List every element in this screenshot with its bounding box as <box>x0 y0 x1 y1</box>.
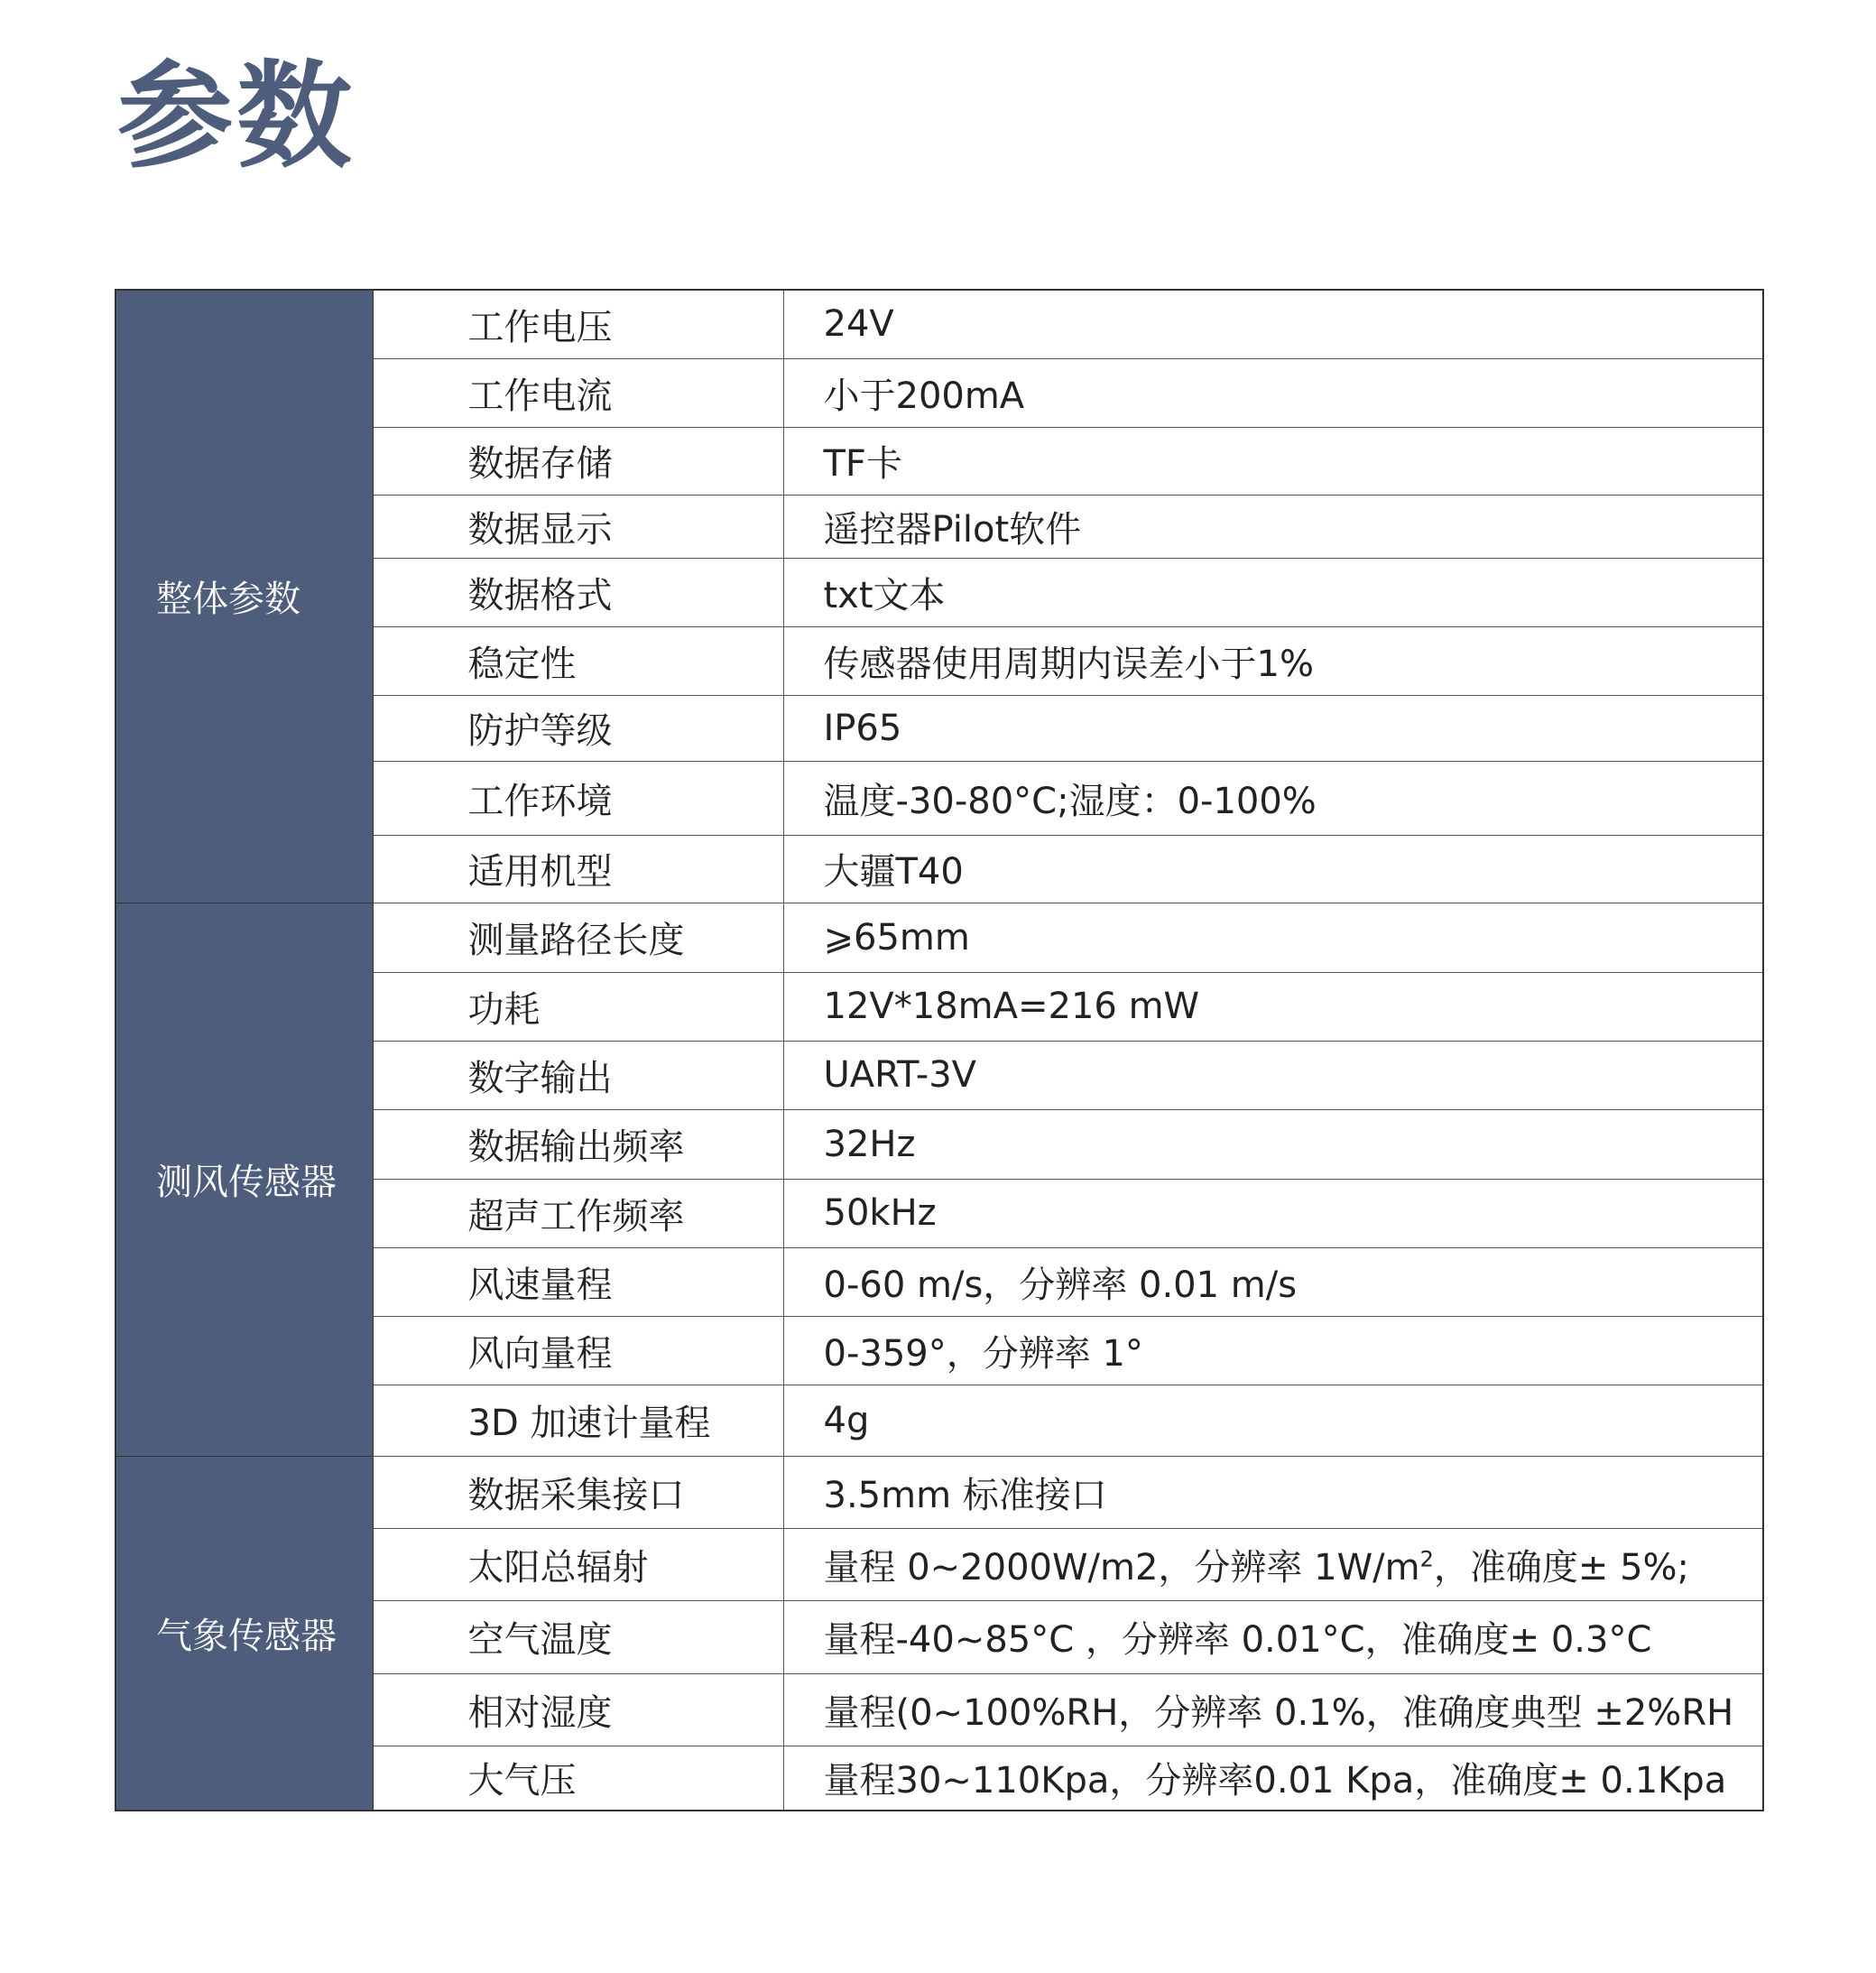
group-label-overall: 整体参数 <box>116 290 373 903</box>
superscript-text: 2 <box>1419 1546 1434 1572</box>
param-name: 适用机型 <box>373 835 783 903</box>
param-name: 数据采集接口 <box>373 1456 783 1528</box>
param-value: 4g <box>783 1385 1763 1456</box>
param-value: 小于200mA <box>783 358 1763 427</box>
param-name: 3D 加速计量程 <box>373 1385 783 1456</box>
param-value: 0-60 m/s，分辨率 0.01 m/s <box>783 1247 1763 1316</box>
param-value: 传感器使用周期内误差小于1% <box>783 626 1763 695</box>
param-name: 数字输出 <box>373 1041 783 1109</box>
param-value: txt文本 <box>783 558 1763 626</box>
group-label-weather-sensor: 气象传感器 <box>116 1456 373 1811</box>
param-value: TF卡 <box>783 427 1763 495</box>
param-name: 大气压 <box>373 1746 783 1811</box>
param-value: 32Hz <box>783 1109 1763 1179</box>
table-row <box>116 1456 1763 1528</box>
spec-table <box>115 289 1764 1811</box>
param-value <box>783 1528 1763 1600</box>
param-value: UART-3V <box>783 1041 1763 1109</box>
param-name: 风速量程 <box>373 1247 783 1316</box>
value-text: ，准确度± 5%; <box>1433 1546 1690 1589</box>
param-value: 大疆T40 <box>783 835 1763 903</box>
param-value: 12V*18mA=216 mW <box>783 972 1763 1041</box>
param-value: 3.5mm 标准接口 <box>783 1456 1763 1528</box>
param-name: 测量路径长度 <box>373 903 783 972</box>
group-label-wind-sensor: 测风传感器 <box>116 903 373 1456</box>
param-value: 50kHz <box>783 1179 1763 1247</box>
param-name: 数据输出频率 <box>373 1109 783 1179</box>
param-name: 数据格式 <box>373 558 783 626</box>
param-value: ⩾65mm <box>783 903 1763 972</box>
param-value: IP65 <box>783 695 1763 761</box>
param-name: 空气温度 <box>373 1600 783 1673</box>
param-name: 稳定性 <box>373 626 783 695</box>
table-row <box>116 290 1763 358</box>
value-text: 量程 0~2000W/m2，分辨率 1W/m <box>823 1546 1420 1589</box>
param-name: 超声工作频率 <box>373 1179 783 1247</box>
param-value: 量程30~110Kpa，分辨率0.01 Kpa，准确度± 0.1Kpa <box>783 1746 1763 1811</box>
param-name: 太阳总辐射 <box>373 1528 783 1600</box>
param-value: 温度-30-80°C;湿度：0-100% <box>783 761 1763 835</box>
param-name: 数据存储 <box>373 427 783 495</box>
param-name: 风向量程 <box>373 1316 783 1385</box>
param-value: 量程(0~100%RH，分辨率 0.1%，准确度典型 ±2%RH <box>783 1673 1763 1746</box>
param-value: 遥控器Pilot软件 <box>783 495 1763 558</box>
param-name: 工作电流 <box>373 358 783 427</box>
param-value: 0-359°，分辨率 1° <box>783 1316 1763 1385</box>
param-value: 量程-40~85°C ，分辨率 0.01°C，准确度± 0.3°C <box>783 1600 1763 1673</box>
param-name: 功耗 <box>373 972 783 1041</box>
param-value: 24V <box>783 290 1763 358</box>
page-title: 参数 <box>117 50 356 184</box>
param-name: 相对湿度 <box>373 1673 783 1746</box>
param-name: 工作环境 <box>373 761 783 835</box>
param-name: 工作电压 <box>373 290 783 358</box>
param-name: 数据显示 <box>373 495 783 558</box>
table-row <box>116 903 1763 972</box>
param-name: 防护等级 <box>373 695 783 761</box>
